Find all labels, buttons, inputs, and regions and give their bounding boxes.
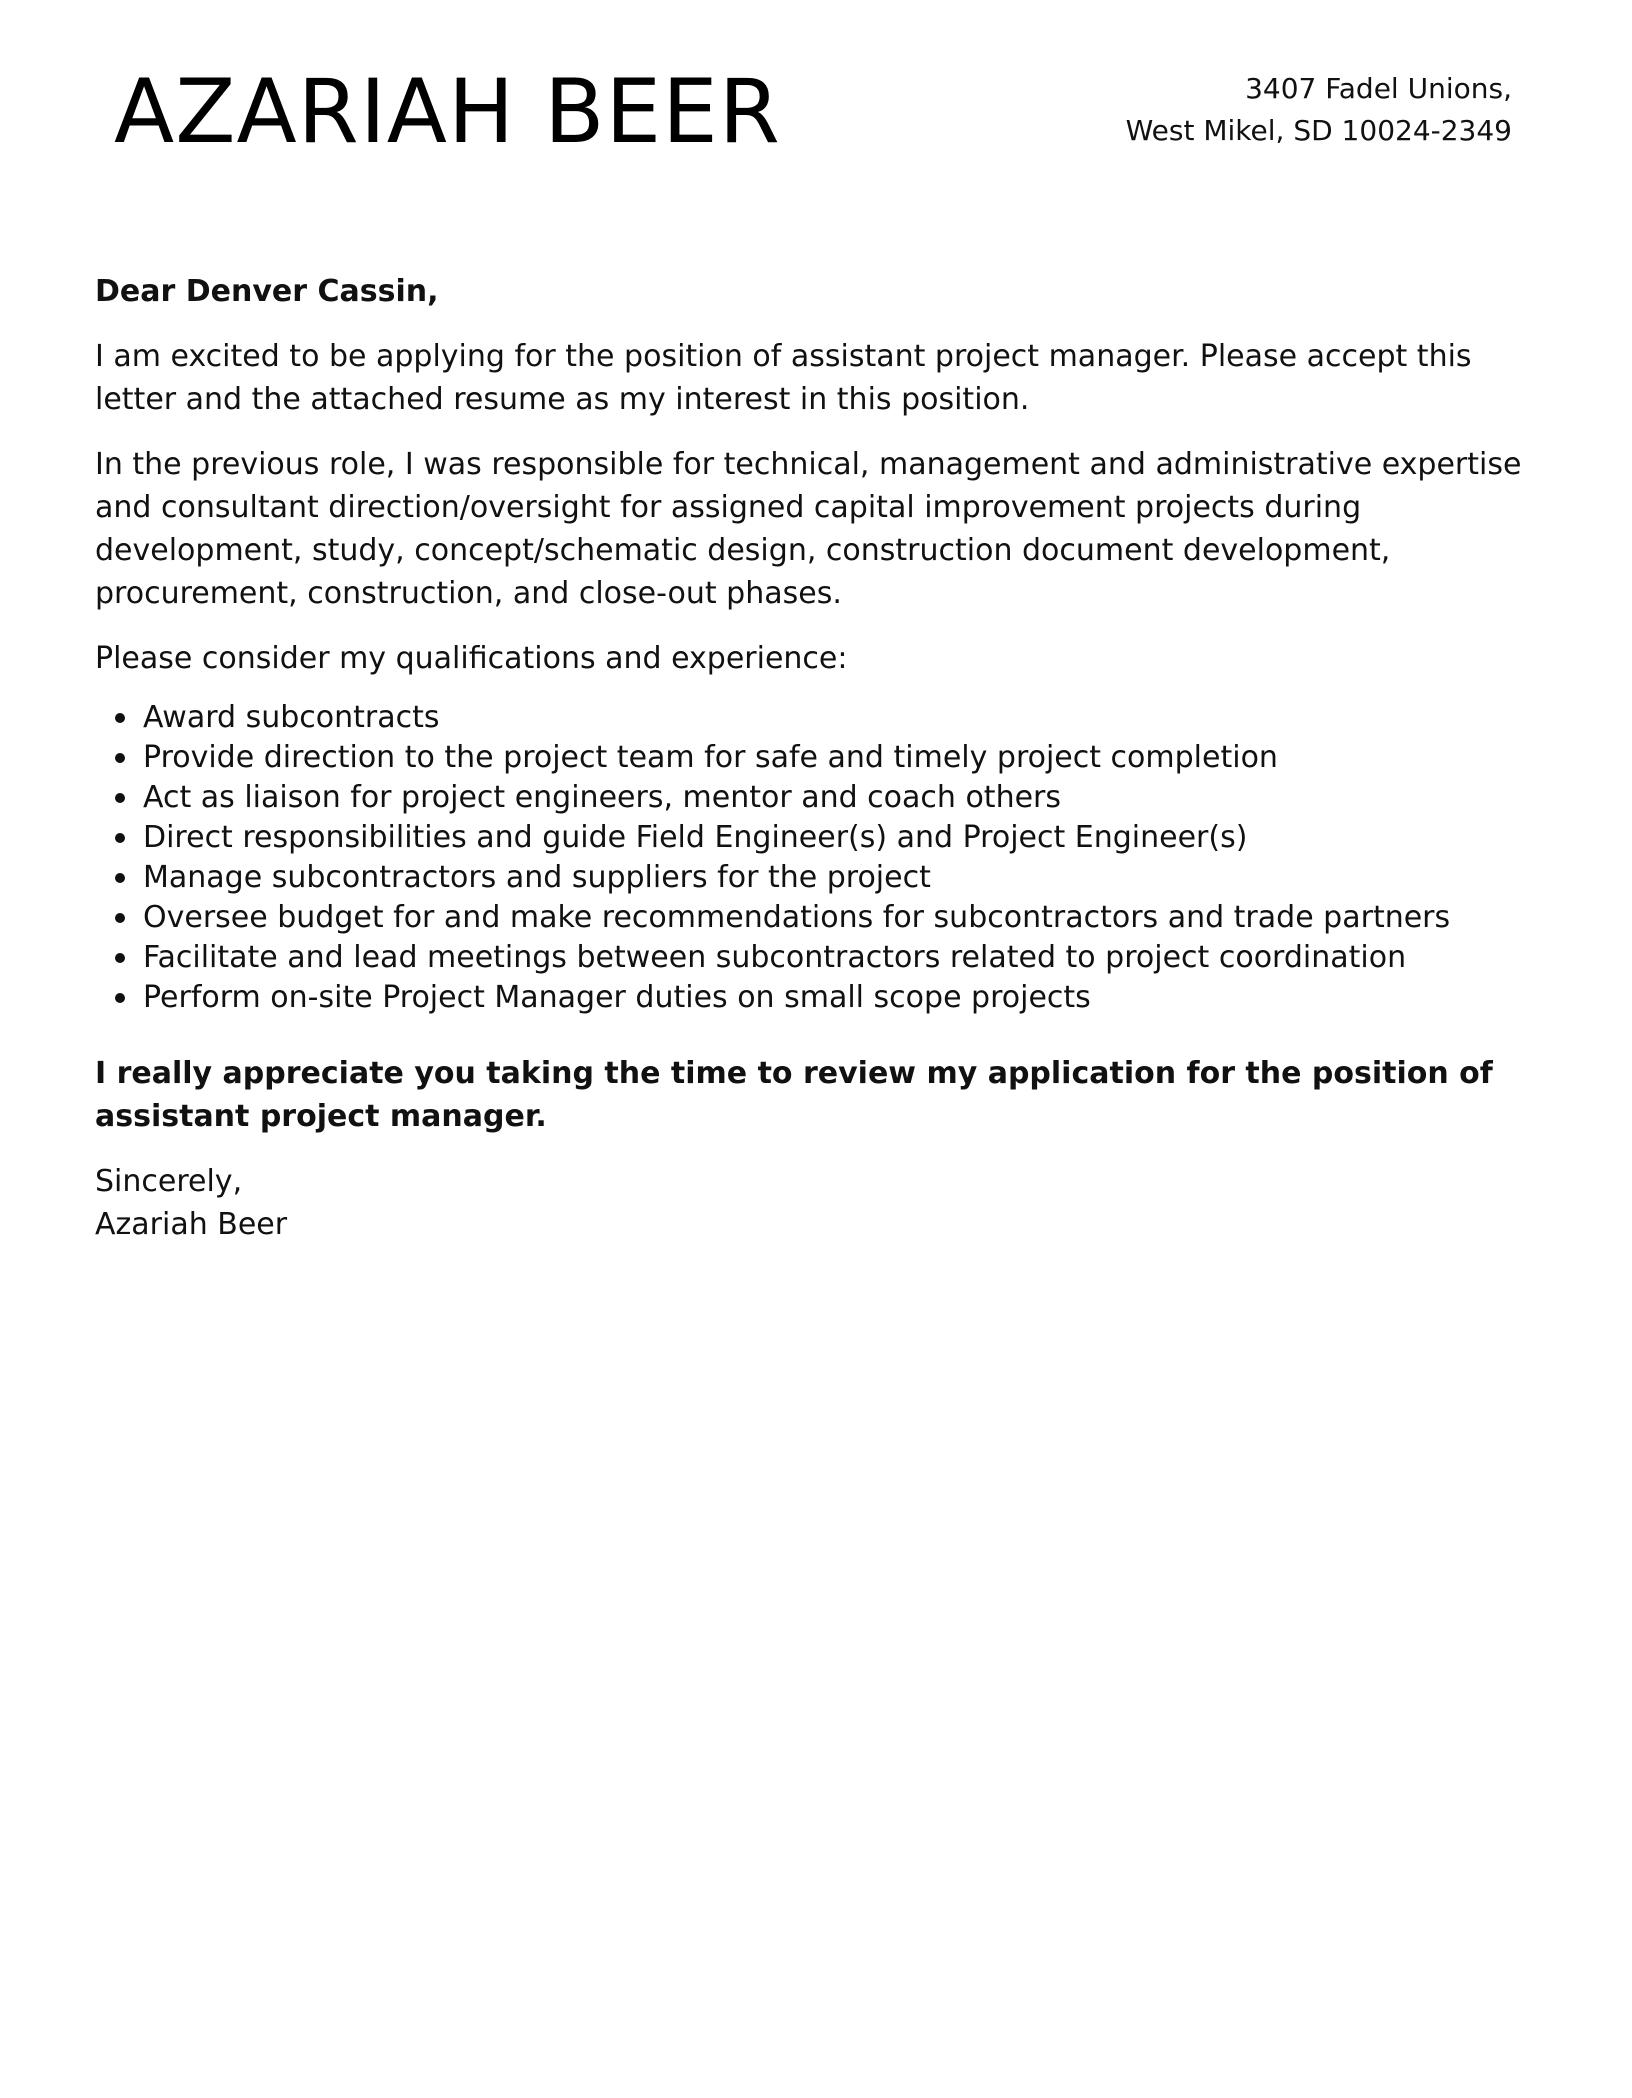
list-item xyxy=(95,978,1535,1018)
bullet-icon xyxy=(115,993,125,1003)
bullet-icon xyxy=(115,953,125,963)
list-item xyxy=(95,898,1535,938)
signature-name: Azariah Beer xyxy=(95,1207,288,1242)
signoff-block xyxy=(95,1160,1535,1246)
bullet-icon xyxy=(115,913,125,923)
list-item xyxy=(95,698,1535,738)
bullet-icon xyxy=(115,753,125,763)
experience-paragraph: In the previous role, I was responsible for technical, management and administrative expertise and consultant direction/oversight for assigned capital improvement projects during development, study, concept/schematic design, construction document development, procurement, construction, and close-out phases. xyxy=(95,447,1522,611)
letter-body xyxy=(95,270,1535,1246)
closing-statement: I really appreciate you taking the time to review my application for the position of assistant project manager. xyxy=(95,1056,1493,1134)
bullet-icon xyxy=(115,873,125,883)
sender-address xyxy=(1126,68,1512,152)
list-item-text: Award subcontracts xyxy=(143,700,440,735)
qualifications-intro: Please consider my qualifications and experience: xyxy=(95,641,848,676)
list-item xyxy=(95,938,1535,978)
salutation: Dear Denver Cassin, xyxy=(95,274,439,309)
applicant-name-heading: AZARIAH BEER xyxy=(114,60,781,163)
list-item xyxy=(95,858,1535,898)
list-item-text: Act as liaison for project engineers, mentor and coach others xyxy=(143,780,1062,815)
bullet-icon xyxy=(115,833,125,843)
list-item xyxy=(95,778,1535,818)
qualifications-list xyxy=(95,698,1535,1018)
list-item xyxy=(95,818,1535,858)
bullet-icon xyxy=(115,713,125,723)
list-item-text: Facilitate and lead meetings between subcontractors related to project coordination xyxy=(143,940,1407,975)
address-line-2: West Mikel, SD 10024-2349 xyxy=(1125,114,1512,147)
intro-paragraph: I am excited to be applying for the position of assistant project manager. Please accept this letter and the attached resume as my interest in this position. xyxy=(95,339,1472,417)
list-item-text: Oversee budget for and make recommendations for subcontractors and trade partners xyxy=(143,900,1451,935)
list-item-text: Manage subcontractors and suppliers for the project xyxy=(143,860,931,895)
list-item-text: Perform on-site Project Manager duties on small scope projects xyxy=(143,980,1091,1015)
list-item-text: Direct responsibilities and guide Field Engineer(s) and Project Engineer(s) xyxy=(143,820,1248,855)
bullet-icon xyxy=(115,793,125,803)
list-item xyxy=(95,738,1535,778)
address-line-1: 3407 Fadel Unions, xyxy=(1245,72,1512,105)
list-item-text: Provide direction to the project team for safe and timely project completion xyxy=(143,740,1278,775)
signoff-text: Sincerely, xyxy=(95,1164,243,1199)
